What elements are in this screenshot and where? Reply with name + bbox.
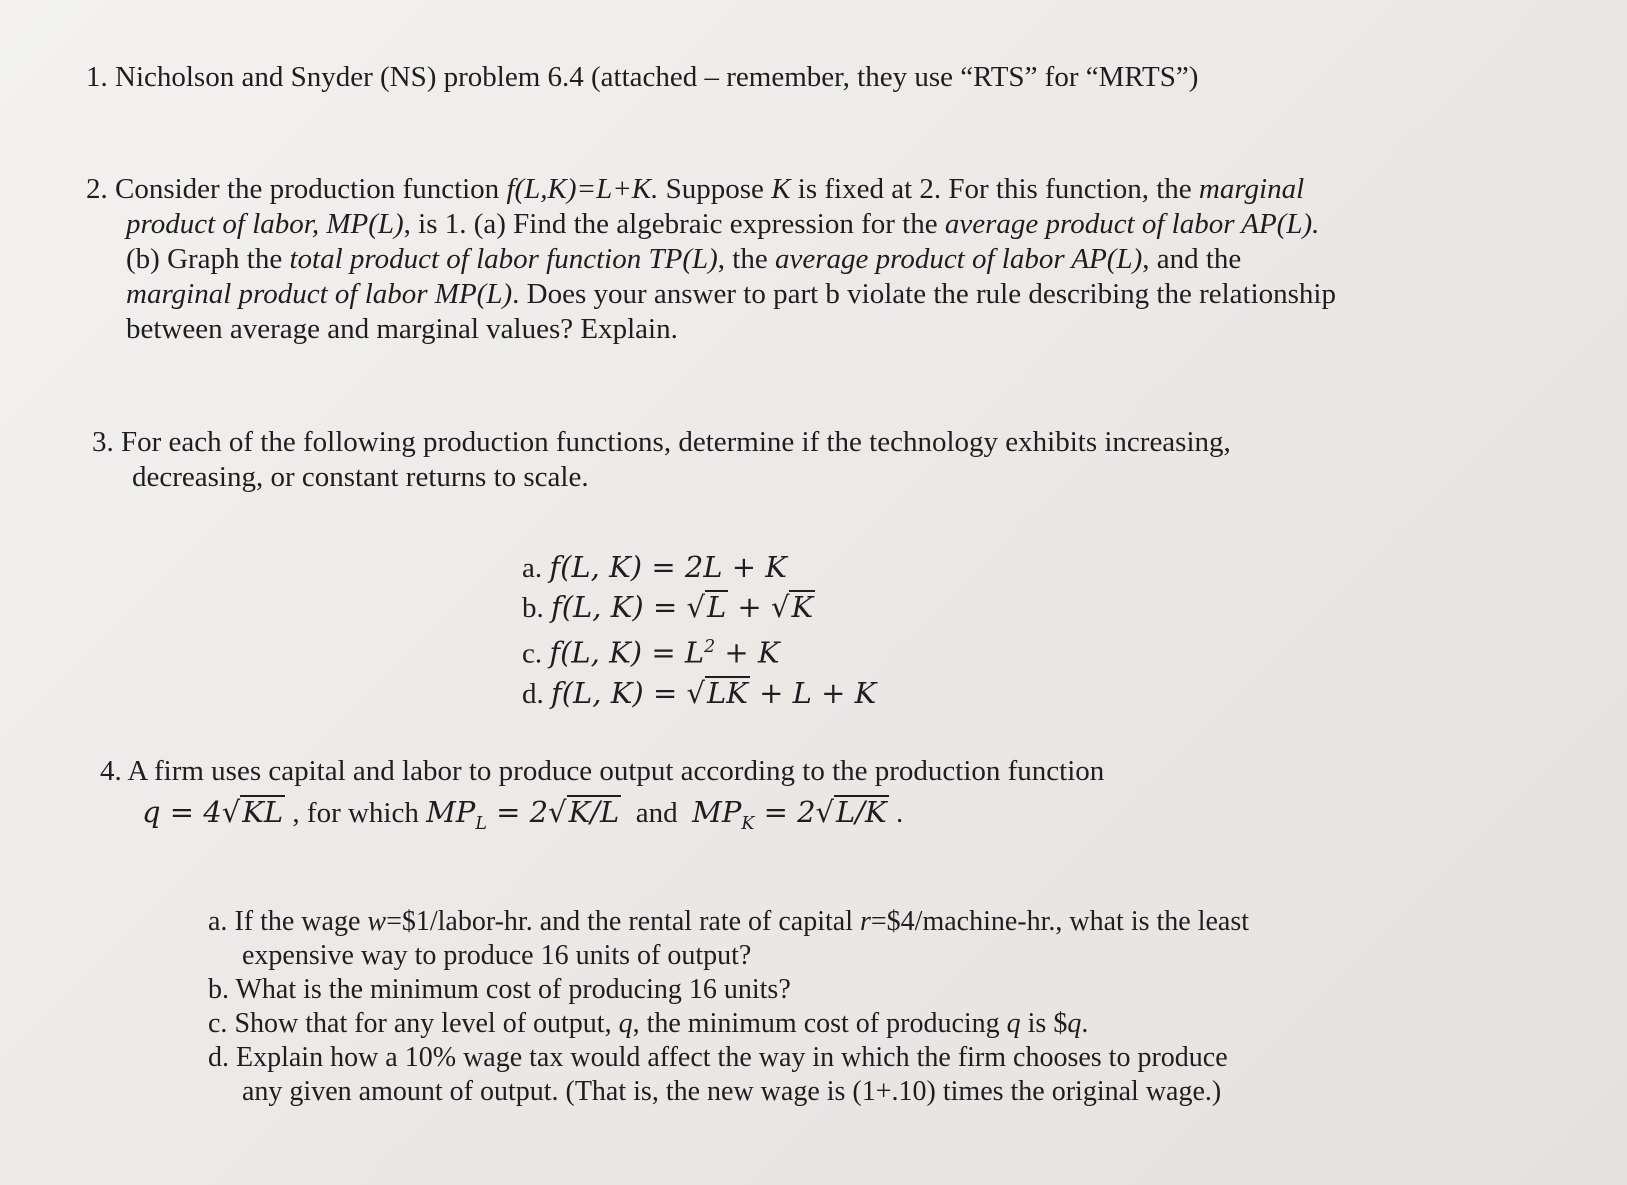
formula-expression: f(L, K) = L <box>549 635 705 670</box>
variable-q: q <box>618 1008 633 1039</box>
problem-2-line-5 <box>86 312 1336 347</box>
formula-label: c. <box>522 637 543 670</box>
problem-4 <box>100 754 1104 842</box>
radicand: K <box>791 590 814 624</box>
text-fragment: If the wage <box>234 906 368 937</box>
formula-c <box>522 628 876 674</box>
formula-label: a. <box>522 552 543 584</box>
problem-2 <box>86 172 1336 347</box>
radicand: K/L <box>568 795 620 829</box>
text-fragment: Suppose <box>658 173 772 205</box>
text-fragment: expensive way to produce 16 units of output? <box>242 940 752 971</box>
formula-expression: f(L, K) = <box>551 675 687 710</box>
problem-2-number: 2. <box>86 173 108 205</box>
subscript: L <box>475 813 487 834</box>
text-fragment: (b) Graph the <box>126 243 290 275</box>
text-fragment: average product of labor AP(L) <box>774 243 1143 275</box>
problem-4-line-1 <box>100 754 1104 789</box>
formula-expression: = 2 <box>754 795 816 829</box>
problem-1-line <box>86 60 1198 95</box>
text-fragment: , for which <box>285 797 427 829</box>
sqrt-sign: √KL <box>221 795 284 829</box>
subquestion-label: d. <box>208 1042 229 1073</box>
output-formula: q = 4 <box>142 795 222 829</box>
problem-2-line-3 <box>86 242 1336 277</box>
problem-2-line-2 <box>86 207 1336 242</box>
formula-expression: f(L, K) = <box>551 590 687 624</box>
problem-3-line-2 <box>92 460 1231 495</box>
production-function: f(L,K)=L+K. <box>506 173 659 205</box>
subquestion-a <box>208 905 1249 939</box>
text-fragment: decreasing, or constant returns to scale. <box>132 461 589 493</box>
formula-expression: + L + K <box>749 675 877 710</box>
formula-a <box>522 548 876 588</box>
text-fragment: marginal <box>1198 173 1305 205</box>
formula-expression: + K <box>715 635 780 670</box>
subquestion-a-continued <box>208 939 1249 973</box>
text-fragment: average product of labor AP(L). <box>944 208 1320 240</box>
returns-to-scale-formulas <box>522 548 876 714</box>
variable-w: w <box>367 906 387 937</box>
subscript: K <box>741 813 755 834</box>
problem-4-line-2 <box>100 795 1104 842</box>
formula-expression: f(L, K) = 2L + K <box>549 550 787 584</box>
text-fragment: . <box>888 797 904 829</box>
variable-q: q <box>1006 1008 1021 1039</box>
subquestion-b <box>208 973 1249 1007</box>
subquestion-label: c. <box>208 1008 228 1039</box>
text-fragment: any given amount of output. (That is, the new wage is (1+.10) times the original wage.) <box>242 1076 1222 1107</box>
problem-4-number: 4. <box>100 755 122 787</box>
problem-3-number: 3. <box>92 426 114 458</box>
formula-b <box>522 588 876 628</box>
sqrt-sign: √LK <box>686 675 748 710</box>
text-fragment: For each of the following production functions, determine if the technology exhibits increasing, <box>121 426 1231 458</box>
text-fragment: marginal product of labor MP(L) <box>126 278 513 310</box>
variable-r: r <box>859 906 871 937</box>
text-fragment: total product of labor function TP(L) <box>289 243 718 275</box>
sqrt-sign: √L/K <box>815 795 887 829</box>
text-fragment: . Does your answer to part b violate the rule describing the relationship <box>512 278 1336 310</box>
subquestion-d <box>208 1041 1249 1075</box>
subquestion-d-continued <box>208 1075 1249 1109</box>
sqrt-sign: √K/L <box>548 795 620 829</box>
text-fragment: . <box>1081 1008 1089 1039</box>
subquestion-label: b. <box>208 974 229 1005</box>
text-fragment: Explain how a 10% wage tax would affect the way in which the firm chooses to produce <box>236 1042 1228 1073</box>
marginal-product-labor: MP <box>426 795 476 829</box>
radicand: LK <box>706 675 748 710</box>
problem-4-subquestions <box>208 905 1249 1109</box>
text-fragment: is $ <box>1020 1008 1068 1039</box>
subquestion-label: a. <box>208 906 228 937</box>
problem-2-line-1 <box>86 172 1336 207</box>
formula-label: b. <box>522 592 544 624</box>
problem-3-line-1 <box>92 425 1231 460</box>
text-fragment: A firm uses capital and labor to produce output according to the production function <box>127 755 1105 787</box>
variable-q: q <box>1067 1008 1082 1039</box>
text-fragment: , and the <box>1142 243 1242 275</box>
text-fragment: between average and marginal values? Explain. <box>126 313 678 345</box>
text-fragment: What is the minimum cost of producing 16 units? <box>235 974 791 1005</box>
sqrt-sign: √L <box>686 590 727 624</box>
sqrt-sign: √K <box>770 590 814 624</box>
text-fragment: Show that for any level of output, <box>234 1008 619 1039</box>
text-fragment: is fixed at 2. For this function, the <box>790 173 1199 205</box>
text-fragment: =$1/labor-hr. and the rental rate of capital <box>386 906 860 937</box>
text-fragment: , the <box>717 243 775 275</box>
formula-expression: = 2 <box>486 795 549 829</box>
formula-label: d. <box>522 677 544 710</box>
marginal-product-capital: MP <box>692 795 742 829</box>
text-fragment: , is 1. (a) Find the algebraic expression for the <box>403 208 945 240</box>
formula-d <box>522 674 876 714</box>
text-fragment: and <box>621 797 693 829</box>
problem-1 <box>86 60 1198 95</box>
variable-k: K <box>771 173 791 205</box>
radicand: L/K <box>836 795 887 829</box>
exponent: 2 <box>704 637 716 657</box>
text-fragment: Consider the production function <box>115 173 507 205</box>
problem-3 <box>92 425 1231 495</box>
text-fragment: , the minimum cost of producing <box>632 1008 1007 1039</box>
radicand: KL <box>242 795 284 829</box>
problem-2-line-4 <box>86 277 1336 312</box>
text-fragment: =$4/machine-hr., what is the least <box>870 906 1250 937</box>
subquestion-c <box>208 1007 1249 1041</box>
problem-1-number: 1. <box>86 61 108 93</box>
text-fragment: product of labor, MP(L) <box>126 208 404 240</box>
radicand: L <box>706 590 727 624</box>
formula-operator: + <box>728 590 771 624</box>
problem-1-text: Nicholson and Snyder (NS) problem 6.4 (attached – remember, they use “RTS” for “MRTS”) <box>115 61 1199 93</box>
